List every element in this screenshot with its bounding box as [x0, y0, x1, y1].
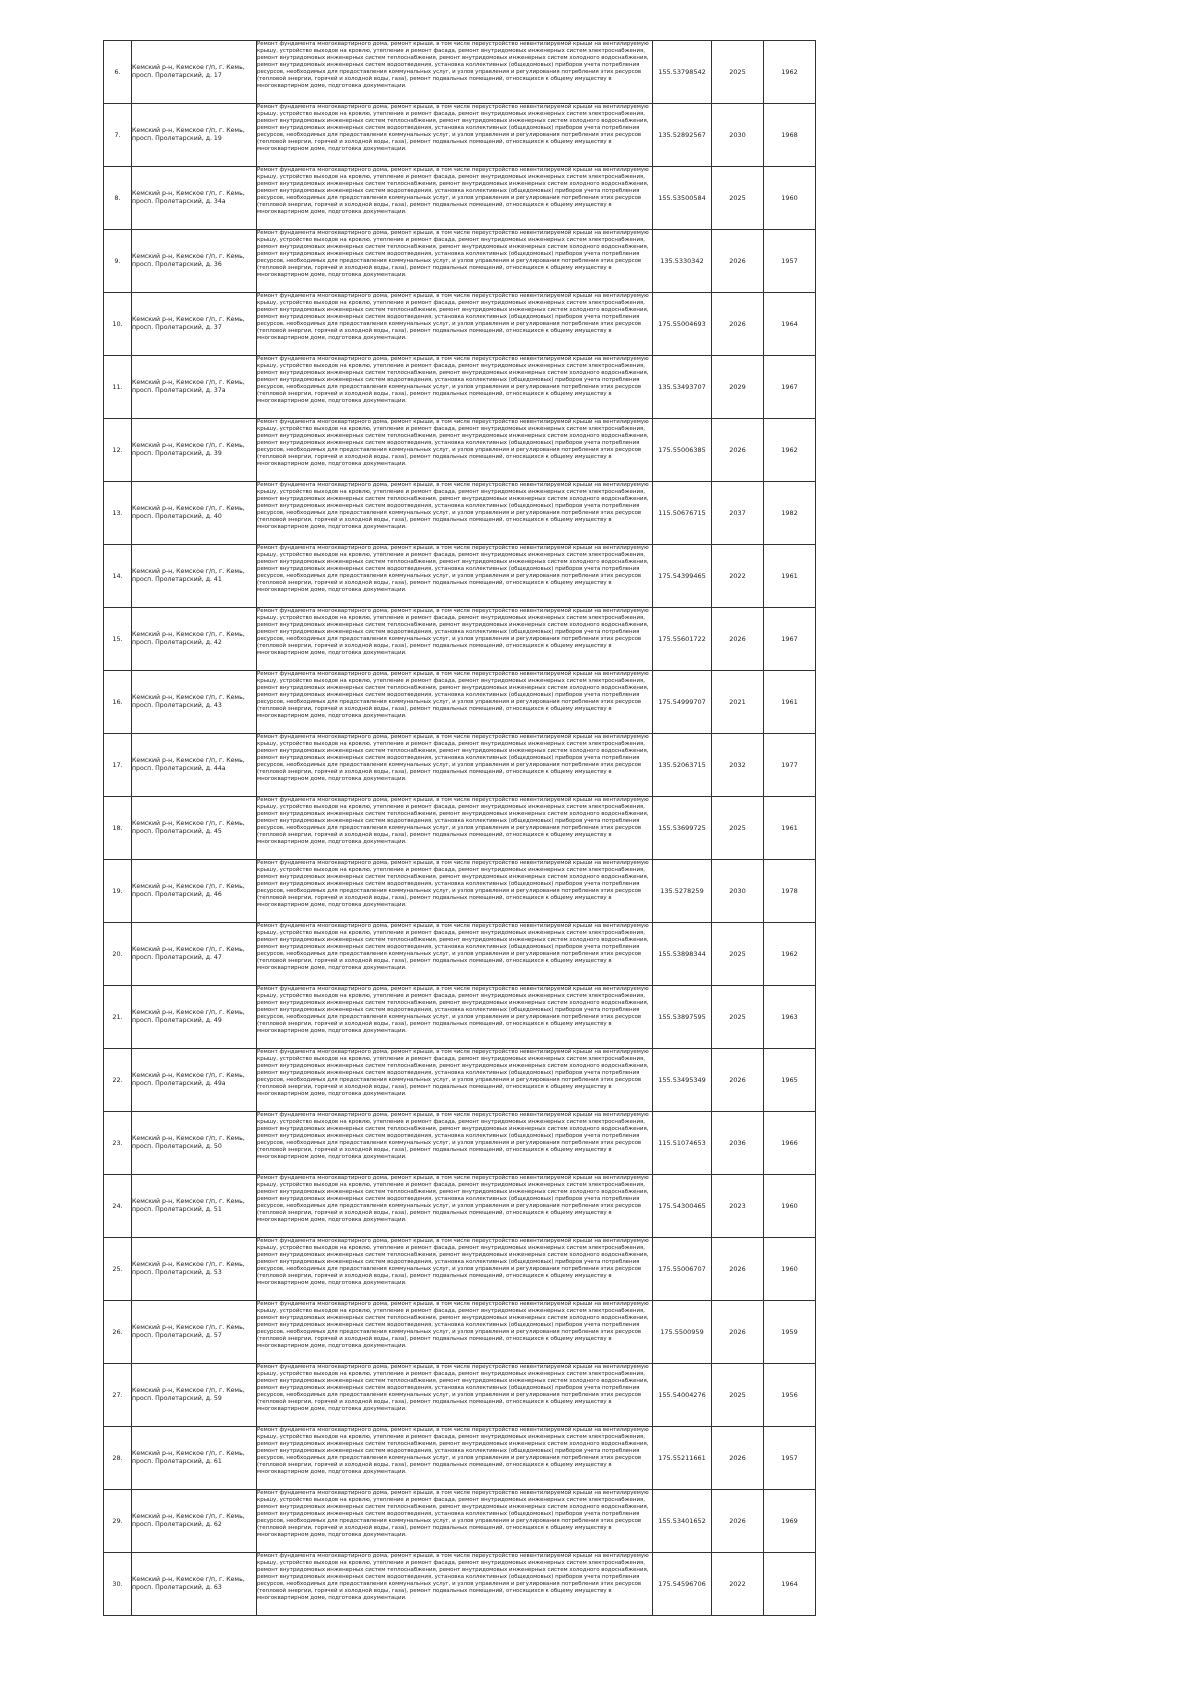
- row-number: 28.: [104, 1427, 132, 1490]
- cost-value: 115.51074653: [653, 1112, 712, 1175]
- table-row: [104, 419, 816, 482]
- building-address: Кемский р-н, Кемское г/п, г. Кемь, просп. Пролетарский, д. 37а: [132, 356, 257, 419]
- construction-year: 1963: [764, 986, 816, 1049]
- construction-year: 1964: [764, 293, 816, 356]
- construction-year: 1960: [764, 1238, 816, 1301]
- cost-value: 175.55006385: [653, 419, 712, 482]
- row-number: 8.: [104, 167, 132, 230]
- building-address: Кемский р-н, Кемское г/п, г. Кемь, просп. Пролетарский, д. 59: [132, 1364, 257, 1427]
- table-row: [104, 1490, 816, 1553]
- work-description: Ремонт фундамента многоквартирного дома, ремонт крыши, в том числе переустройство невентилируемой крыши на вентилируемую крышу, устройство выходов на кровлю, утепление и ремонт фасада, ремонт внутридомовых инженерных систем электроснабжения, ремонт внутридомовых инженерных систем теплоснабжения, ремонт внутридомовых инженерных систем холодного водоснабжения, ремонт внутридомовых инженерных систем водоотведения, установка коллективных (общедомовых) приборов учета потребления ресурсов, необходимых для предоставления коммунальных услуг, и узлов управления и регулирования потребления этих ресурсов (тепловой энергии, горячей и холодной воды, газа), ремонт подвальных помещений, относящихся к общему имуществу в многоквартирном доме, подготовка документации.: [257, 1553, 649, 1601]
- construction-year: 1962: [764, 419, 816, 482]
- building-address: Кемский р-н, Кемское г/п, г. Кемь, просп. Пролетарский, д. 36: [132, 230, 257, 293]
- table-row: [104, 1112, 816, 1175]
- construction-year: 1967: [764, 608, 816, 671]
- planned-year: 2025: [712, 167, 764, 230]
- table-row: [104, 734, 816, 797]
- planned-year: 2022: [712, 545, 764, 608]
- construction-year: 1957: [764, 1427, 816, 1490]
- construction-year: 1961: [764, 545, 816, 608]
- planned-year: 2025: [712, 986, 764, 1049]
- planned-year: 2030: [712, 104, 764, 167]
- planned-year: 2026: [712, 1049, 764, 1112]
- work-description: Ремонт фундамента многоквартирного дома, ремонт крыши, в том числе переустройство невентилируемой крыши на вентилируемую крышу, устройство выходов на кровлю, утепление и ремонт фасада, ремонт внутридомовых инженерных систем электроснабжения, ремонт внутридомовых инженерных систем теплоснабжения, ремонт внутридомовых инженерных систем холодного водоснабжения, ремонт внутридомовых инженерных систем водоотведения, установка коллективных (общедомовых) приборов учета потребления ресурсов, необходимых для предоставления коммунальных услуг, и узлов управления и регулирования потребления этих ресурсов (тепловой энергии, горячей и холодной воды, газа), ремонт подвальных помещений, относящихся к общему имуществу в многоквартирном доме, подготовка документации.: [257, 671, 649, 719]
- work-list-cell: [257, 1238, 653, 1301]
- table-row: [104, 356, 816, 419]
- table-row: [104, 1049, 816, 1112]
- planned-year: 2029: [712, 356, 764, 419]
- row-number: 20.: [104, 923, 132, 986]
- planned-year: 2025: [712, 41, 764, 104]
- row-number: 26.: [104, 1301, 132, 1364]
- cost-value: 175.54596706: [653, 1553, 712, 1616]
- planned-year: 2025: [712, 923, 764, 986]
- planned-year: 2026: [712, 1301, 764, 1364]
- work-description: Ремонт фундамента многоквартирного дома, ремонт крыши, в том числе переустройство невентилируемой крыши на вентилируемую крышу, устройство выходов на кровлю, утепление и ремонт фасада, ремонт внутридомовых инженерных систем электроснабжения, ремонт внутридомовых инженерных систем теплоснабжения, ремонт внутридомовых инженерных систем холодного водоснабжения, ремонт внутридомовых инженерных систем водоотведения, установка коллективных (общедомовых) приборов учета потребления ресурсов, необходимых для предоставления коммунальных услуг, и узлов управления и регулирования потребления этих ресурсов (тепловой энергии, горячей и холодной воды, газа), ремонт подвальных помещений, относящихся к общему имуществу в многоквартирном доме, подготовка документации.: [257, 41, 649, 89]
- table-row: [104, 1175, 816, 1238]
- row-number: 16.: [104, 671, 132, 734]
- cost-value: 135.5278259: [653, 860, 712, 923]
- row-number: 9.: [104, 230, 132, 293]
- building-address: Кемский р-н, Кемское г/п, г. Кемь, просп. Пролетарский, д. 19: [132, 104, 257, 167]
- work-list-cell: [257, 1112, 653, 1175]
- cost-value: 155.53699725: [653, 797, 712, 860]
- construction-year: 1977: [764, 734, 816, 797]
- planned-year: 2037: [712, 482, 764, 545]
- work-description: Ремонт фундамента многоквартирного дома, ремонт крыши, в том числе переустройство невентилируемой крыши на вентилируемую крышу, устройство выходов на кровлю, утепление и ремонт фасада, ремонт внутридомовых инженерных систем электроснабжения, ремонт внутридомовых инженерных систем теплоснабжения, ремонт внутридомовых инженерных систем холодного водоснабжения, ремонт внутридомовых инженерных систем водоотведения, установка коллективных (общедомовых) приборов учета потребления ресурсов, необходимых для предоставления коммунальных услуг, и узлов управления и регулирования потребления этих ресурсов (тепловой энергии, горячей и холодной воды, газа), ремонт подвальных помещений, относящихся к общему имуществу в многоквартирном доме, подготовка документации.: [257, 1112, 649, 1160]
- work-description: Ремонт фундамента многоквартирного дома, ремонт крыши, в том числе переустройство невентилируемой крыши на вентилируемую крышу, устройство выходов на кровлю, утепление и ремонт фасада, ремонт внутридомовых инженерных систем электроснабжения, ремонт внутридомовых инженерных систем теплоснабжения, ремонт внутридомовых инженерных систем холодного водоснабжения, ремонт внутридомовых инженерных систем водоотведения, установка коллективных (общедомовых) приборов учета потребления ресурсов, необходимых для предоставления коммунальных услуг, и узлов управления и регулирования потребления этих ресурсов (тепловой энергии, горячей и холодной воды, газа), ремонт подвальных помещений, относящихся к общему имуществу в многоквартирном доме, подготовка документации.: [257, 608, 649, 656]
- row-number: 14.: [104, 545, 132, 608]
- work-list-cell: [257, 1490, 653, 1553]
- table-row: [104, 41, 816, 104]
- building-address: Кемский р-н, Кемское г/п, г. Кемь, просп. Пролетарский, д. 39: [132, 419, 257, 482]
- building-address: Кемский р-н, Кемское г/п, г. Кемь, просп. Пролетарский, д. 51: [132, 1175, 257, 1238]
- construction-year: 1957: [764, 230, 816, 293]
- construction-year: 1969: [764, 1490, 816, 1553]
- building-address: Кемский р-н, Кемское г/п, г. Кемь, просп. Пролетарский, д. 41: [132, 545, 257, 608]
- row-number: 12.: [104, 419, 132, 482]
- table-row: [104, 545, 816, 608]
- work-description: Ремонт фундамента многоквартирного дома, ремонт крыши, в том числе переустройство невентилируемой крыши на вентилируемую крышу, устройство выходов на кровлю, утепление и ремонт фасада, ремонт внутридомовых инженерных систем электроснабжения, ремонт внутридомовых инженерных систем теплоснабжения, ремонт внутридомовых инженерных систем холодного водоснабжения, ремонт внутридомовых инженерных систем водоотведения, установка коллективных (общедомовых) приборов учета потребления ресурсов, необходимых для предоставления коммунальных услуг, и узлов управления и регулирования потребления этих ресурсов (тепловой энергии, горячей и холодной воды, газа), ремонт подвальных помещений, относящихся к общему имуществу в многоквартирном доме, подготовка документации.: [257, 356, 649, 404]
- table-row: [104, 608, 816, 671]
- cost-value: 175.54300465: [653, 1175, 712, 1238]
- work-list-cell: [257, 608, 653, 671]
- table-row: [104, 1427, 816, 1490]
- cost-value: 155.53401652: [653, 1490, 712, 1553]
- work-list-cell: [257, 167, 653, 230]
- table-row: [104, 104, 816, 167]
- construction-year: 1956: [764, 1364, 816, 1427]
- work-list-cell: [257, 1364, 653, 1427]
- work-description: Ремонт фундамента многоквартирного дома, ремонт крыши, в том числе переустройство невентилируемой крыши на вентилируемую крышу, устройство выходов на кровлю, утепление и ремонт фасада, ремонт внутридомовых инженерных систем электроснабжения, ремонт внутридомовых инженерных систем теплоснабжения, ремонт внутридомовых инженерных систем холодного водоснабжения, ремонт внутридомовых инженерных систем водоотведения, установка коллективных (общедомовых) приборов учета потребления ресурсов, необходимых для предоставления коммунальных услуг, и узлов управления и регулирования потребления этих ресурсов (тепловой энергии, горячей и холодной воды, газа), ремонт подвальных помещений, относящихся к общему имуществу в многоквартирном доме, подготовка документации.: [257, 419, 649, 467]
- construction-year: 1982: [764, 482, 816, 545]
- building-address: Кемский р-н, Кемское г/п, г. Кемь, просп. Пролетарский, д. 50: [132, 1112, 257, 1175]
- work-description: Ремонт фундамента многоквартирного дома, ремонт крыши, в том числе переустройство невентилируемой крыши на вентилируемую крышу, устройство выходов на кровлю, утепление и ремонт фасада, ремонт внутридомовых инженерных систем электроснабжения, ремонт внутридомовых инженерных систем теплоснабжения, ремонт внутридомовых инженерных систем холодного водоснабжения, ремонт внутридомовых инженерных систем водоотведения, установка коллективных (общедомовых) приборов учета потребления ресурсов, необходимых для предоставления коммунальных услуг, и узлов управления и регулирования потребления этих ресурсов (тепловой энергии, горячей и холодной воды, газа), ремонт подвальных помещений, относящихся к общему имуществу в многоквартирном доме, подготовка документации.: [257, 230, 649, 278]
- row-number: 23.: [104, 1112, 132, 1175]
- housing-repair-table: [103, 40, 816, 1616]
- construction-year: 1964: [764, 1553, 816, 1616]
- cost-value: 135.52063715: [653, 734, 712, 797]
- cost-value: 175.54399465: [653, 545, 712, 608]
- building-address: Кемский р-н, Кемское г/п, г. Кемь, просп. Пролетарский, д. 49: [132, 986, 257, 1049]
- work-list-cell: [257, 1553, 653, 1616]
- row-number: 24.: [104, 1175, 132, 1238]
- table-row: [104, 923, 816, 986]
- cost-value: 155.53898344: [653, 923, 712, 986]
- cost-value: 155.53798542: [653, 41, 712, 104]
- building-address: Кемский р-н, Кемское г/п, г. Кемь, просп. Пролетарский, д. 45: [132, 797, 257, 860]
- table-row: [104, 986, 816, 1049]
- construction-year: 1959: [764, 1301, 816, 1364]
- cost-value: 155.53495349: [653, 1049, 712, 1112]
- row-number: 10.: [104, 293, 132, 356]
- work-list-cell: [257, 1175, 653, 1238]
- work-list-cell: [257, 356, 653, 419]
- building-address: Кемский р-н, Кемское г/п, г. Кемь, просп. Пролетарский, д. 46: [132, 860, 257, 923]
- work-description: Ремонт фундамента многоквартирного дома, ремонт крыши, в том числе переустройство невентилируемой крыши на вентилируемую крышу, устройство выходов на кровлю, утепление и ремонт фасада, ремонт внутридомовых инженерных систем электроснабжения, ремонт внутридомовых инженерных систем теплоснабжения, ремонт внутридомовых инженерных систем холодного водоснабжения, ремонт внутридомовых инженерных систем водоотведения, установка коллективных (общедомовых) приборов учета потребления ресурсов, необходимых для предоставления коммунальных услуг, и узлов управления и регулирования потребления этих ресурсов (тепловой энергии, горячей и холодной воды, газа), ремонт подвальных помещений, относящихся к общему имуществу в многоквартирном доме, подготовка документации.: [257, 1175, 649, 1223]
- row-number: 29.: [104, 1490, 132, 1553]
- work-description: Ремонт фундамента многоквартирного дома, ремонт крыши, в том числе переустройство невентилируемой крыши на вентилируемую крышу, устройство выходов на кровлю, утепление и ремонт фасада, ремонт внутридомовых инженерных систем электроснабжения, ремонт внутридомовых инженерных систем теплоснабжения, ремонт внутридомовых инженерных систем холодного водоснабжения, ремонт внутридомовых инженерных систем водоотведения, установка коллективных (общедомовых) приборов учета потребления ресурсов, необходимых для предоставления коммунальных услуг, и узлов управления и регулирования потребления этих ресурсов (тепловой энергии, горячей и холодной воды, газа), ремонт подвальных помещений, относящихся к общему имуществу в многоквартирном доме, подготовка документации.: [257, 860, 649, 908]
- building-address: Кемский р-н, Кемское г/п, г. Кемь, просп. Пролетарский, д. 63: [132, 1553, 257, 1616]
- cost-value: 155.53500584: [653, 167, 712, 230]
- table-row: [104, 1301, 816, 1364]
- row-number: 27.: [104, 1364, 132, 1427]
- work-list-cell: [257, 293, 653, 356]
- building-address: Кемский р-н, Кемское г/п, г. Кемь, просп. Пролетарский, д. 62: [132, 1490, 257, 1553]
- construction-year: 1968: [764, 104, 816, 167]
- cost-value: 115.50676715: [653, 482, 712, 545]
- building-address: Кемский р-н, Кемское г/п, г. Кемь, просп. Пролетарский, д. 49а: [132, 1049, 257, 1112]
- construction-year: 1961: [764, 671, 816, 734]
- row-number: 7.: [104, 104, 132, 167]
- construction-year: 1965: [764, 1049, 816, 1112]
- planned-year: 2021: [712, 671, 764, 734]
- work-list-cell: [257, 545, 653, 608]
- work-description: Ремонт фундамента многоквартирного дома, ремонт крыши, в том числе переустройство невентилируемой крыши на вентилируемую крышу, устройство выходов на кровлю, утепление и ремонт фасада, ремонт внутридомовых инженерных систем электроснабжения, ремонт внутридомовых инженерных систем теплоснабжения, ремонт внутридомовых инженерных систем холодного водоснабжения, ремонт внутридомовых инженерных систем водоотведения, установка коллективных (общедомовых) приборов учета потребления ресурсов, необходимых для предоставления коммунальных услуг, и узлов управления и регулирования потребления этих ресурсов (тепловой энергии, горячей и холодной воды, газа), ремонт подвальных помещений, относящихся к общему имуществу в многоквартирном доме, подготовка документации.: [257, 734, 649, 782]
- planned-year: 2030: [712, 860, 764, 923]
- work-description: Ремонт фундамента многоквартирного дома, ремонт крыши, в том числе переустройство невентилируемой крыши на вентилируемую крышу, устройство выходов на кровлю, утепление и ремонт фасада, ремонт внутридомовых инженерных систем электроснабжения, ремонт внутридомовых инженерных систем теплоснабжения, ремонт внутридомовых инженерных систем холодного водоснабжения, ремонт внутридомовых инженерных систем водоотведения, установка коллективных (общедомовых) приборов учета потребления ресурсов, необходимых для предоставления коммунальных услуг, и узлов управления и регулирования потребления этих ресурсов (тепловой энергии, горячей и холодной воды, газа), ремонт подвальных помещений, относящихся к общему имуществу в многоквартирном доме, подготовка документации.: [257, 293, 649, 341]
- table-row: [104, 860, 816, 923]
- planned-year: 2026: [712, 1427, 764, 1490]
- building-address: Кемский р-н, Кемское г/п, г. Кемь, просп. Пролетарский, д. 61: [132, 1427, 257, 1490]
- planned-year: 2026: [712, 1490, 764, 1553]
- work-description: Ремонт фундамента многоквартирного дома, ремонт крыши, в том числе переустройство невентилируемой крыши на вентилируемую крышу, устройство выходов на кровлю, утепление и ремонт фасада, ремонт внутридомовых инженерных систем электроснабжения, ремонт внутридомовых инженерных систем теплоснабжения, ремонт внутридомовых инженерных систем холодного водоснабжения, ремонт внутридомовых инженерных систем водоотведения, установка коллективных (общедомовых) приборов учета потребления ресурсов, необходимых для предоставления коммунальных услуг, и узлов управления и регулирования потребления этих ресурсов (тепловой энергии, горячей и холодной воды, газа), ремонт подвальных помещений, относящихся к общему имуществу в многоквартирном доме, подготовка документации.: [257, 1238, 649, 1286]
- construction-year: 1962: [764, 41, 816, 104]
- row-number: 15.: [104, 608, 132, 671]
- work-list-cell: [257, 230, 653, 293]
- construction-year: 1960: [764, 167, 816, 230]
- table-row: [104, 293, 816, 356]
- row-number: 6.: [104, 41, 132, 104]
- table-row: [104, 167, 816, 230]
- work-list-cell: [257, 860, 653, 923]
- work-list-cell: [257, 1049, 653, 1112]
- table-row: [104, 230, 816, 293]
- planned-year: 2025: [712, 1364, 764, 1427]
- work-description: Ремонт фундамента многоквартирного дома, ремонт крыши, в том числе переустройство невентилируемой крыши на вентилируемую крышу, устройство выходов на кровлю, утепление и ремонт фасада, ремонт внутридомовых инженерных систем электроснабжения, ремонт внутридомовых инженерных систем теплоснабжения, ремонт внутридомовых инженерных систем холодного водоснабжения, ремонт внутридомовых инженерных систем водоотведения, установка коллективных (общедомовых) приборов учета потребления ресурсов, необходимых для предоставления коммунальных услуг, и узлов управления и регулирования потребления этих ресурсов (тепловой энергии, горячей и холодной воды, газа), ремонт подвальных помещений, относящихся к общему имуществу в многоквартирном доме, подготовка документации.: [257, 1490, 649, 1538]
- table-row: [104, 1364, 816, 1427]
- work-description: Ремонт фундамента многоквартирного дома, ремонт крыши, в том числе переустройство невентилируемой крыши на вентилируемую крышу, устройство выходов на кровлю, утепление и ремонт фасада, ремонт внутридомовых инженерных систем электроснабжения, ремонт внутридомовых инженерных систем теплоснабжения, ремонт внутридомовых инженерных систем холодного водоснабжения, ремонт внутридомовых инженерных систем водоотведения, установка коллективных (общедомовых) приборов учета потребления ресурсов, необходимых для предоставления коммунальных услуг, и узлов управления и регулирования потребления этих ресурсов (тепловой энергии, горячей и холодной воды, газа), ремонт подвальных помещений, относящихся к общему имуществу в многоквартирном доме, подготовка документации.: [257, 545, 649, 593]
- construction-year: 1967: [764, 356, 816, 419]
- planned-year: 2026: [712, 608, 764, 671]
- construction-year: 1978: [764, 860, 816, 923]
- building-address: Кемский р-н, Кемское г/п, г. Кемь, просп. Пролетарский, д. 47: [132, 923, 257, 986]
- table-body: [104, 41, 816, 1616]
- table-row: [104, 482, 816, 545]
- cost-value: 175.55004693: [653, 293, 712, 356]
- row-number: 17.: [104, 734, 132, 797]
- cost-value: 155.54004276: [653, 1364, 712, 1427]
- work-description: Ремонт фундамента многоквартирного дома, ремонт крыши, в том числе переустройство невентилируемой крыши на вентилируемую крышу, устройство выходов на кровлю, утепление и ремонт фасада, ремонт внутридомовых инженерных систем электроснабжения, ремонт внутридомовых инженерных систем теплоснабжения, ремонт внутридомовых инженерных систем холодного водоснабжения, ремонт внутридомовых инженерных систем водоотведения, установка коллективных (общедомовых) приборов учета потребления ресурсов, необходимых для предоставления коммунальных услуг, и узлов управления и регулирования потребления этих ресурсов (тепловой энергии, горячей и холодной воды, газа), ремонт подвальных помещений, относящихся к общему имуществу в многоквартирном доме, подготовка документации.: [257, 986, 649, 1034]
- work-description: Ремонт фундамента многоквартирного дома, ремонт крыши, в том числе переустройство невентилируемой крыши на вентилируемую крышу, устройство выходов на кровлю, утепление и ремонт фасада, ремонт внутридомовых инженерных систем электроснабжения, ремонт внутридомовых инженерных систем теплоснабжения, ремонт внутридомовых инженерных систем холодного водоснабжения, ремонт внутридомовых инженерных систем водоотведения, установка коллективных (общедомовых) приборов учета потребления ресурсов, необходимых для предоставления коммунальных услуг, и узлов управления и регулирования потребления этих ресурсов (тепловой энергии, горячей и холодной воды, газа), ремонт подвальных помещений, относящихся к общему имуществу в многоквартирном доме, подготовка документации.: [257, 1049, 649, 1097]
- cost-value: 135.53493707: [653, 356, 712, 419]
- cost-value: 135.52892567: [653, 104, 712, 167]
- work-list-cell: [257, 923, 653, 986]
- cost-value: 175.55006707: [653, 1238, 712, 1301]
- planned-year: 2026: [712, 1238, 764, 1301]
- work-list-cell: [257, 104, 653, 167]
- table-row: [104, 1553, 816, 1616]
- construction-year: 1962: [764, 923, 816, 986]
- building-address: Кемский р-н, Кемское г/п, г. Кемь, просп. Пролетарский, д. 17: [132, 41, 257, 104]
- building-address: Кемский р-н, Кемское г/п, г. Кемь, просп. Пролетарский, д. 44а: [132, 734, 257, 797]
- planned-year: 2036: [712, 1112, 764, 1175]
- planned-year: 2022: [712, 1553, 764, 1616]
- row-number: 13.: [104, 482, 132, 545]
- planned-year: 2026: [712, 230, 764, 293]
- work-list-cell: [257, 1301, 653, 1364]
- row-number: 22.: [104, 1049, 132, 1112]
- building-address: Кемский р-н, Кемское г/п, г. Кемь, просп. Пролетарский, д. 37: [132, 293, 257, 356]
- work-list-cell: [257, 734, 653, 797]
- row-number: 11.: [104, 356, 132, 419]
- building-address: Кемский р-н, Кемское г/п, г. Кемь, просп. Пролетарский, д. 34а: [132, 167, 257, 230]
- work-list-cell: [257, 419, 653, 482]
- work-list-cell: [257, 986, 653, 1049]
- cost-value: 175.54999707: [653, 671, 712, 734]
- work-list-cell: [257, 482, 653, 545]
- work-list-cell: [257, 671, 653, 734]
- cost-value: 135.5330342: [653, 230, 712, 293]
- building-address: Кемский р-н, Кемское г/п, г. Кемь, просп. Пролетарский, д. 53: [132, 1238, 257, 1301]
- work-description: Ремонт фундамента многоквартирного дома, ремонт крыши, в том числе переустройство невентилируемой крыши на вентилируемую крышу, устройство выходов на кровлю, утепление и ремонт фасада, ремонт внутридомовых инженерных систем электроснабжения, ремонт внутридомовых инженерных систем теплоснабжения, ремонт внутридомовых инженерных систем холодного водоснабжения, ремонт внутридомовых инженерных систем водоотведения, установка коллективных (общедомовых) приборов учета потребления ресурсов, необходимых для предоставления коммунальных услуг, и узлов управления и регулирования потребления этих ресурсов (тепловой энергии, горячей и холодной воды, газа), ремонт подвальных помещений, относящихся к общему имуществу в многоквартирном доме, подготовка документации.: [257, 167, 649, 215]
- building-address: Кемский р-н, Кемское г/п, г. Кемь, просп. Пролетарский, д. 40: [132, 482, 257, 545]
- row-number: 21.: [104, 986, 132, 1049]
- cost-value: 175.55601722: [653, 608, 712, 671]
- work-list-cell: [257, 1427, 653, 1490]
- building-address: Кемский р-н, Кемское г/п, г. Кемь, просп. Пролетарский, д. 43: [132, 671, 257, 734]
- table-row: [104, 671, 816, 734]
- work-description: Ремонт фундамента многоквартирного дома, ремонт крыши, в том числе переустройство невентилируемой крыши на вентилируемую крышу, устройство выходов на кровлю, утепление и ремонт фасада, ремонт внутридомовых инженерных систем электроснабжения, ремонт внутридомовых инженерных систем теплоснабжения, ремонт внутридомовых инженерных систем холодного водоснабжения, ремонт внутридомовых инженерных систем водоотведения, установка коллективных (общедомовых) приборов учета потребления ресурсов, необходимых для предоставления коммунальных услуг, и узлов управления и регулирования потребления этих ресурсов (тепловой энергии, горячей и холодной воды, газа), ремонт подвальных помещений, относящихся к общему имуществу в многоквартирном доме, подготовка документации.: [257, 482, 649, 530]
- work-description: Ремонт фундамента многоквартирного дома, ремонт крыши, в том числе переустройство невентилируемой крыши на вентилируемую крышу, устройство выходов на кровлю, утепление и ремонт фасада, ремонт внутридомовых инженерных систем электроснабжения, ремонт внутридомовых инженерных систем теплоснабжения, ремонт внутридомовых инженерных систем холодного водоснабжения, ремонт внутридомовых инженерных систем водоотведения, установка коллективных (общедомовых) приборов учета потребления ресурсов, необходимых для предоставления коммунальных услуг, и узлов управления и регулирования потребления этих ресурсов (тепловой энергии, горячей и холодной воды, газа), ремонт подвальных помещений, относящихся к общему имуществу в многоквартирном доме, подготовка документации.: [257, 1301, 649, 1349]
- table-row: [104, 1238, 816, 1301]
- row-number: 30.: [104, 1553, 132, 1616]
- planned-year: 2026: [712, 293, 764, 356]
- row-number: 19.: [104, 860, 132, 923]
- cost-value: 175.5500959: [653, 1301, 712, 1364]
- work-description: Ремонт фундамента многоквартирного дома, ремонт крыши, в том числе переустройство невентилируемой крыши на вентилируемую крышу, устройство выходов на кровлю, утепление и ремонт фасада, ремонт внутридомовых инженерных систем электроснабжения, ремонт внутридомовых инженерных систем теплоснабжения, ремонт внутридомовых инженерных систем холодного водоснабжения, ремонт внутридомовых инженерных систем водоотведения, установка коллективных (общедомовых) приборов учета потребления ресурсов, необходимых для предоставления коммунальных услуг, и узлов управления и регулирования потребления этих ресурсов (тепловой энергии, горячей и холодной воды, газа), ремонт подвальных помещений, относящихся к общему имуществу в многоквартирном доме, подготовка документации.: [257, 797, 649, 845]
- planned-year: 2032: [712, 734, 764, 797]
- cost-value: 155.53897595: [653, 986, 712, 1049]
- construction-year: 1966: [764, 1112, 816, 1175]
- construction-year: 1960: [764, 1175, 816, 1238]
- work-description: Ремонт фундамента многоквартирного дома, ремонт крыши, в том числе переустройство невентилируемой крыши на вентилируемую крышу, устройство выходов на кровлю, утепление и ремонт фасада, ремонт внутридомовых инженерных систем электроснабжения, ремонт внутридомовых инженерных систем теплоснабжения, ремонт внутридомовых инженерных систем холодного водоснабжения, ремонт внутридомовых инженерных систем водоотведения, установка коллективных (общедомовых) приборов учета потребления ресурсов, необходимых для предоставления коммунальных услуг, и узлов управления и регулирования потребления этих ресурсов (тепловой энергии, горячей и холодной воды, газа), ремонт подвальных помещений, относящихся к общему имуществу в многоквартирном доме, подготовка документации.: [257, 923, 649, 971]
- building-address: Кемский р-н, Кемское г/п, г. Кемь, просп. Пролетарский, д. 42: [132, 608, 257, 671]
- planned-year: 2023: [712, 1175, 764, 1238]
- row-number: 18.: [104, 797, 132, 860]
- row-number: 25.: [104, 1238, 132, 1301]
- work-description: Ремонт фундамента многоквартирного дома, ремонт крыши, в том числе переустройство невентилируемой крыши на вентилируемую крышу, устройство выходов на кровлю, утепление и ремонт фасада, ремонт внутридомовых инженерных систем электроснабжения, ремонт внутридомовых инженерных систем теплоснабжения, ремонт внутридомовых инженерных систем холодного водоснабжения, ремонт внутридомовых инженерных систем водоотведения, установка коллективных (общедомовых) приборов учета потребления ресурсов, необходимых для предоставления коммунальных услуг, и узлов управления и регулирования потребления этих ресурсов (тепловой энергии, горячей и холодной воды, газа), ремонт подвальных помещений, относящихся к общему имуществу в многоквартирном доме, подготовка документации.: [257, 104, 649, 152]
- work-list-cell: [257, 41, 653, 104]
- work-description: Ремонт фундамента многоквартирного дома, ремонт крыши, в том числе переустройство невентилируемой крыши на вентилируемую крышу, устройство выходов на кровлю, утепление и ремонт фасада, ремонт внутридомовых инженерных систем электроснабжения, ремонт внутридомовых инженерных систем теплоснабжения, ремонт внутридомовых инженерных систем холодного водоснабжения, ремонт внутридомовых инженерных систем водоотведения, установка коллективных (общедомовых) приборов учета потребления ресурсов, необходимых для предоставления коммунальных услуг, и узлов управления и регулирования потребления этих ресурсов (тепловой энергии, горячей и холодной воды, газа), ремонт подвальных помещений, относящихся к общему имуществу в многоквартирном доме, подготовка документации.: [257, 1427, 649, 1475]
- cost-value: 175.55211661: [653, 1427, 712, 1490]
- construction-year: 1961: [764, 797, 816, 860]
- work-description: Ремонт фундамента многоквартирного дома, ремонт крыши, в том числе переустройство невентилируемой крыши на вентилируемую крышу, устройство выходов на кровлю, утепление и ремонт фасада, ремонт внутридомовых инженерных систем электроснабжения, ремонт внутридомовых инженерных систем теплоснабжения, ремонт внутридомовых инженерных систем холодного водоснабжения, ремонт внутридомовых инженерных систем водоотведения, установка коллективных (общедомовых) приборов учета потребления ресурсов, необходимых для предоставления коммунальных услуг, и узлов управления и регулирования потребления этих ресурсов (тепловой энергии, горячей и холодной воды, газа), ремонт подвальных помещений, относящихся к общему имуществу в многоквартирном доме, подготовка документации.: [257, 1364, 649, 1412]
- planned-year: 2025: [712, 797, 764, 860]
- building-address: Кемский р-н, Кемское г/п, г. Кемь, просп. Пролетарский, д. 57: [132, 1301, 257, 1364]
- planned-year: 2026: [712, 419, 764, 482]
- work-list-cell: [257, 797, 653, 860]
- table-row: [104, 797, 816, 860]
